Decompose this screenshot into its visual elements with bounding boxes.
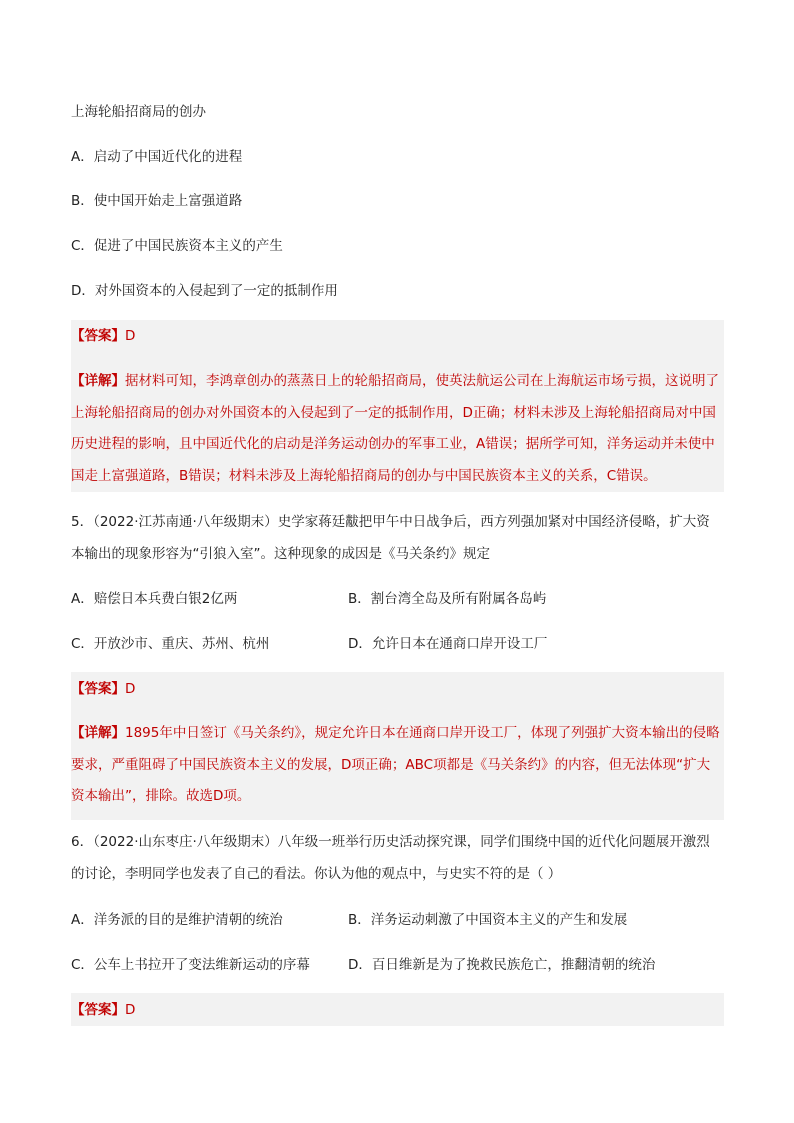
q5-option-b: B．割台湾全岛及所有附属各岛屿 xyxy=(348,591,547,607)
q5-option-d: D．允许日本在通商口岸开设工厂 xyxy=(348,636,548,652)
q6-stem: 6．（2022·山东枣庄·八年级期末）八年级一班举行历史活动探究课，同学们围绕中国的近代化问题展开激烈的讨论，李明同学也发表了自己的看法。你认为他的观点中，与史实不符的是（ ） xyxy=(71,834,710,882)
q4-detail xyxy=(71,366,721,492)
answer-value: D xyxy=(125,328,136,344)
answer-tag: 【答案】 xyxy=(71,328,125,344)
q4-option-b: B．使中国开始走上富强道路 xyxy=(71,193,243,209)
q4-option-c: C．促进了中国民族资本主义的产生 xyxy=(71,238,283,254)
q6-option-c: C．公车上书拉开了变法维新运动的序幕 xyxy=(71,957,310,973)
detail-tag: 【详解】 xyxy=(71,373,125,389)
q5-stem: 5．（2022·江苏南通·八年级期末）史学家蒋廷黻把甲午中日战争后，西方列强加紧对中国经济侵略，扩大资本输出的现象形容为“引狼入室”。这种现象的成因是《马关条约》规定 xyxy=(71,514,710,562)
q4-option-a: A．启动了中国近代化的进程 xyxy=(71,149,243,165)
q6-option-a: A．洋务派的目的是维护清朝的统治 xyxy=(71,912,283,928)
detail-tag: 【详解】 xyxy=(71,725,125,741)
answer-tag: 【答案】 xyxy=(71,1002,125,1018)
q6-answer xyxy=(71,1001,135,1019)
q5-answer xyxy=(71,680,135,698)
answer-tag: 【答案】 xyxy=(71,681,125,697)
detail-text: 据材料可知，李鸿章创办的蒸蒸日上的轮船招商局，使英法航运公司在上海航运市场亏损，这说明了上海轮船招商局的创办对外国资本的入侵起到了一定的抵制作用，D正确；材料未涉及上海轮船招商局对中国历史进程的影响，且中国近代化的启动是洋务运动创办的军事工业，A错误；据所学可知，洋务运动并未使中国走上富强道路，B错误；材料未涉及上海轮船招商局的创办与中国民族资本主义的关系，C错误。 xyxy=(71,373,719,484)
detail-text: 1895年中日签订《马关条约》，规定允许日本在通商口岸开设工厂，体现了列强扩大资本输出的侵略要求，严重阻碍了中国民族资本主义的发展，D项正确；ABC项都是《马关条约》的内容，但无法体现“扩大资本输出”，排除。故选D项。 xyxy=(71,725,720,804)
answer-value: D xyxy=(125,1002,136,1018)
q6-option-d: D．百日维新是为了挽救民族危亡，推翻清朝的统治 xyxy=(348,957,656,973)
q6-answer-box xyxy=(71,993,724,1026)
q4-stem-tail: 上海轮船招商局的创办 xyxy=(71,104,206,120)
q5-detail xyxy=(71,718,721,813)
q5-option-c: C．开放沙市、重庆、苏州、杭州 xyxy=(71,636,270,652)
q6-option-b: B．洋务运动刺激了中国资本主义的产生和发展 xyxy=(348,912,628,928)
q4-answer xyxy=(71,327,135,345)
q4-option-d: D．对外国资本的入侵起到了一定的抵制作用 xyxy=(71,283,338,299)
q5-option-a: A．赔偿日本兵费白银2亿两 xyxy=(71,591,238,607)
answer-value: D xyxy=(125,681,136,697)
